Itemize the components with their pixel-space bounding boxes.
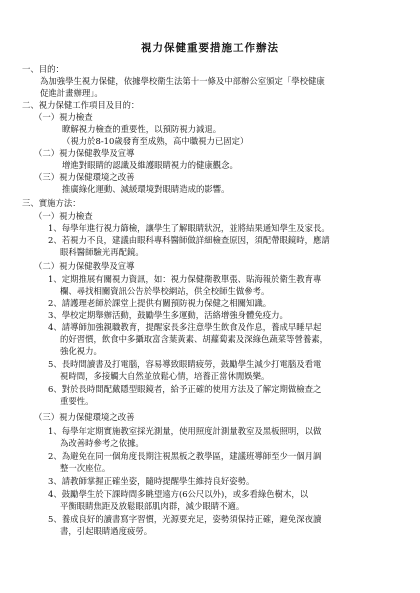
- purpose-line: 促進計畫辦理」。: [40, 88, 103, 98]
- section-heading-items: 二、視力保健工作項目及目的：: [22, 100, 140, 110]
- subheading-environment: （三）視力保健環境之改善: [34, 412, 135, 422]
- body-line: （視力於8-10歲發育至成熟，高中職視力已固定）: [62, 136, 249, 146]
- list-item: 4、鼓勵學生於下課時間多眺望遠方(6公尺以外)，或多看綠色樹木，以: [48, 489, 309, 499]
- list-item: 4、請導師加強親職教育，提醒家長多注意學生飲食及作息，養成早睡早起: [48, 322, 322, 332]
- subheading-education: （二）視力保健教學及宣導: [34, 148, 135, 158]
- body-line: 增進對眼睛的認識及維護眼睛視力的健康觀念。: [62, 160, 238, 170]
- list-item-continuation: 平衡眼睛焦距及放鬆眼部肌肉群，減少眼睛不適。: [60, 501, 245, 511]
- list-item: 2、為避免在同一個角度長期注視黑板之教學區，建議班導師至少一個月調: [48, 451, 322, 461]
- list-item-continuation: 強化視力。: [60, 346, 102, 356]
- list-item: 5、養成良好的讀書寫字習慣，光源要充足，姿勢須保持正確，避免深夜讀: [48, 514, 322, 524]
- body-line: 推廣綠化運動、減緩環境對眼睛造成的影響。: [62, 184, 230, 194]
- list-item: 1、每學年定期實施教室採光測量，使用照度計測量教室及黑板照明，以做: [48, 426, 322, 436]
- list-item-continuation: 的好習慣，飲食中多攝取富含葉黃素、胡蘿蔔素及深綠色蔬菜等營養素，: [60, 334, 328, 344]
- purpose-line: 為加強學生視力保健，依據學校衛生法第十一條及中部辦公室頒定「學校健康: [40, 76, 325, 86]
- list-item: 6、對於長時間配戴隱型眼鏡者，給予正確的使用方法及了解定期做檢查之: [48, 384, 322, 394]
- list-item-continuation: 眼科醫師驗光再配鏡。: [60, 247, 144, 257]
- subheading-environment: （三）視力保健環境之改善: [34, 172, 135, 182]
- list-item: 1、每學年進行視力篩檢，讓學生了解眼睛狀況，並將結果通知學生及家長。: [48, 223, 330, 233]
- list-item: 2、若視力不良，建議由眼科專科醫師做詳細檢查原因，須配帶眼鏡時，應請: [48, 235, 330, 245]
- list-item-continuation: 欄、尋找相關資訊公告於學校網站，供全校師生做參考。: [60, 286, 270, 296]
- list-item-continuation: 整一次座位。: [60, 463, 111, 473]
- subheading-education: （二）視力保健教學及宣導: [34, 261, 135, 271]
- section-heading-implementation: 三、實施方法：: [22, 198, 81, 208]
- document-title: 視力保健重要措施工作辦法: [141, 42, 279, 54]
- list-item: 3、請教師掌握正確坐姿，隨時提醒學生維持良好姿勢。: [48, 476, 255, 486]
- subheading-vision-check: （一）視力檢查: [34, 211, 93, 221]
- body-line: 瞭解視力檢查的重要性，以預防視力減退。: [62, 124, 222, 134]
- section-heading-purpose: 一、目的：: [22, 64, 64, 74]
- list-item: 2、請護理老師於課堂上提供有關預防視力保健之相關知識。: [48, 298, 272, 308]
- list-item: 3、學校定期舉辦活動，鼓勵學生多運動，活絡增強身體免疫力。: [48, 310, 288, 320]
- list-item-continuation: 重要性。: [60, 396, 94, 406]
- list-item: 1、定期推展有關視力資訊，如：視力保健衛教單張、貼海報於衛生教育專: [48, 274, 322, 284]
- list-item-continuation: 為改善時參考之依據。: [60, 438, 144, 448]
- list-item: 5、長時間讀書及打電腦，容易導致眼睛疲勞，鼓勵學生減少打電腦及看電: [48, 359, 322, 369]
- list-item-continuation: 書，引起眼睛過度疲勞。: [60, 526, 153, 536]
- subheading-vision-check: （一）視力檢查: [34, 112, 93, 122]
- list-item-continuation: 視時間，多接觸大自然並放鬆心情，培養正當休閒娛樂。: [60, 371, 270, 381]
